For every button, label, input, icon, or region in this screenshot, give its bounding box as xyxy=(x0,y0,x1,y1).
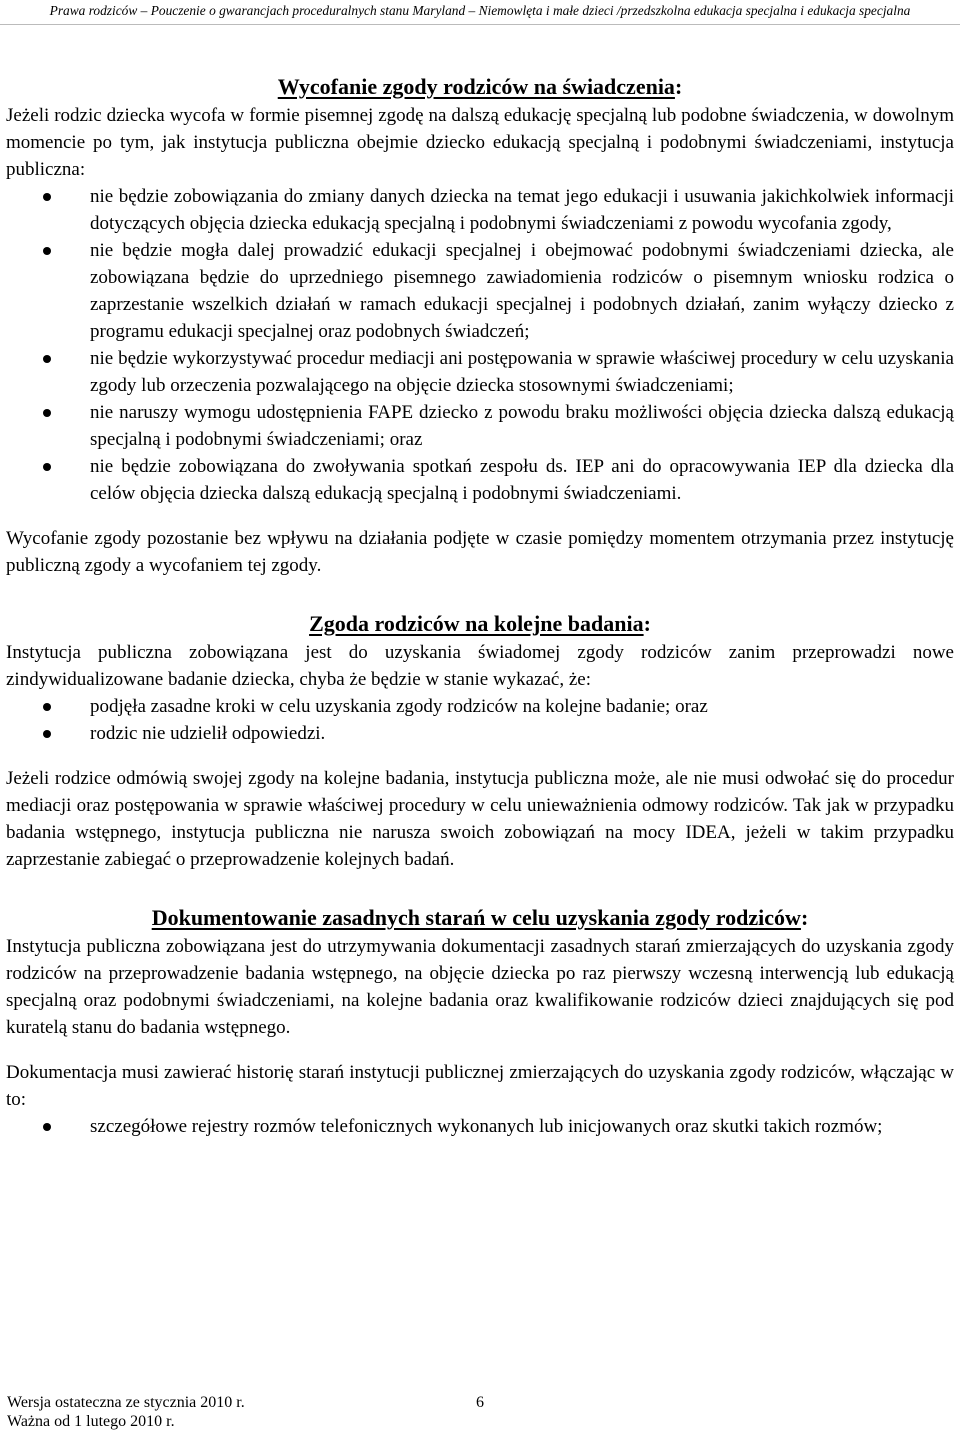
bullet-icon xyxy=(43,730,51,738)
list-item: nie będzie mogła dalej prowadzić edukacji specjalnej i obejmować podobnymi świadczeniami dziecka, ale zobowiązana będzie do uprzedniego pisemnego zawiadomienia rodziców o pisemnym wniosku rodzica o zaprzestanie wszelkich działań w ramach edukacji specjalnej i podobnych działań, zanim wyłączy dziecko z programu edukacji specjalnej oraz podobnych świadczeń; xyxy=(6,237,954,345)
page-number: 6 xyxy=(476,1394,484,1411)
bullet-icon xyxy=(43,193,51,201)
bullet-icon xyxy=(43,1123,51,1131)
section1-bullet-list xyxy=(6,183,954,507)
section-title-withdrawal: Wycofanie zgody rodziców na świadczenia: xyxy=(277,74,683,99)
section1-intro: Jeżeli rodzic dziecka wycofa w formie pisemnej zgodę na dalszą edukację specjalną lub podobne świadczenia, w dowolnym momencie po tym, jak instytucja publiczna obejmie dziecko edukacją specjalną i podobnymi świadczeniami, instytucja publiczna: xyxy=(6,105,954,180)
bullet-icon xyxy=(43,463,51,471)
section1-closing: Wycofanie zgody pozostanie bez wpływu na działania podjęte w czasie pomiędzy momentem otrzymania przez instytucję publiczną zgody a wycofaniem tej zgody. xyxy=(6,528,954,576)
section2-bullet-list xyxy=(6,693,954,747)
list-item: rodzic nie udzielił odpowiedzi. xyxy=(6,720,954,747)
list-item: nie będzie wykorzystywać procedur mediacji ani postępowania w sprawie właściwej procedury w celu uzyskania zgody lub orzeczenia pozwalającego na objęcie dziecka stosownymi świadczeniami; xyxy=(6,345,954,399)
list-item: podjęła zasadne kroki w celu uzyskania zgody rodziców na kolejne badanie; oraz xyxy=(6,693,954,720)
running-header xyxy=(0,2,960,25)
footer-version xyxy=(7,1393,245,1431)
section3-bullet-list xyxy=(6,1113,954,1140)
section-title-documentation: Dokumentowanie zasadnych starań w celu uzyskania zgody rodziców: xyxy=(151,905,809,930)
section3-paragraph-2: Dokumentacja musi zawierać historię starań instytucji publicznej zmierzających do uzyskania zgody rodziców, włączając w to: xyxy=(6,1062,954,1110)
section3-paragraph-1: Instytucja publiczna zobowiązana jest do utrzymywania dokumentacji zasadnych starań zmierzających do uzyskania zgody rodziców na przeprowadzenie badania wstępnego, na objęcie dziecka po raz pierwszy wczesną interwencją lub edukacją specjalną oraz podobnymi świadczeniami, na kolejne badania oraz kwalifikowanie rodziców dzieci znajdujących się pod kuratelą stanu do badania wstępnego. xyxy=(6,936,954,1038)
list-item: nie naruszy wymogu udostępnienia FAPE dziecko z powodu braku możliwości objęcia dziecka dalszą edukacją specjalną i podobnymi świadczeniami; oraz xyxy=(6,399,954,453)
section2-closing: Jeżeli rodzice odmówią swojej zgody na kolejne badania, instytucja publiczna może, ale nie musi odwołać się do procedur mediacji oraz postępowania w sprawie właściwej procedury w celu unieważnienia odmowy rodziców. Tak jak w przypadku badania wstępnego, instytucja publiczna nie narusza swoich zobowiązań na mocy IDEA, jeżeli w takim przypadku zaprzestanie zabiegać o przeprowadzenie kolejnych badań. xyxy=(6,768,954,870)
section-title-reevaluation: Zgoda rodziców na kolejne badania: xyxy=(309,611,651,636)
list-item: nie będzie zobowiązana do zwoływania spotkań zespołu ds. IEP ani do opracowywania IEP dla dziecka dla celów objęcia dziecka dalszą edukacją specjalną i podobnymi świadczeniami. xyxy=(6,453,954,507)
running-header-text: Prawa rodziców – Pouczenie o gwarancjach proceduralnych stanu Maryland – Niemowlęta i małe dzieci /przedszkolna edukacja specjalna i edukacja specjalna xyxy=(49,3,911,18)
list-item: szczegółowe rejestry rozmów telefonicznych wykonanych lub inicjowanych oraz skutki takich rozmów; xyxy=(6,1113,954,1140)
bullet-icon xyxy=(43,355,51,363)
bullet-icon xyxy=(43,703,51,711)
bullet-icon xyxy=(43,247,51,255)
bullet-icon xyxy=(43,409,51,417)
section2-intro: Instytucja publiczna zobowiązana jest do uzyskania świadomej zgody rodziców zanim przeprowadzi nowe zindywidualizowane badanie dziecka, chyba że będzie w stanie wykazać, że: xyxy=(6,642,954,690)
footer-version-line: Wersja ostateczna ze stycznia 2010 r. xyxy=(7,1394,245,1411)
footer-effective-line: Ważna od 1 lutego 2010 r. xyxy=(7,1413,175,1430)
document-body xyxy=(6,72,954,1140)
list-item: nie będzie zobowiązania do zmiany danych dziecka na temat jego edukacji i usuwania jakichkolwiek informacji dotyczących objęcia dziecka edukacją specjalną i podobnymi świadczeniami z powodu wycofania zgody, xyxy=(6,183,954,237)
